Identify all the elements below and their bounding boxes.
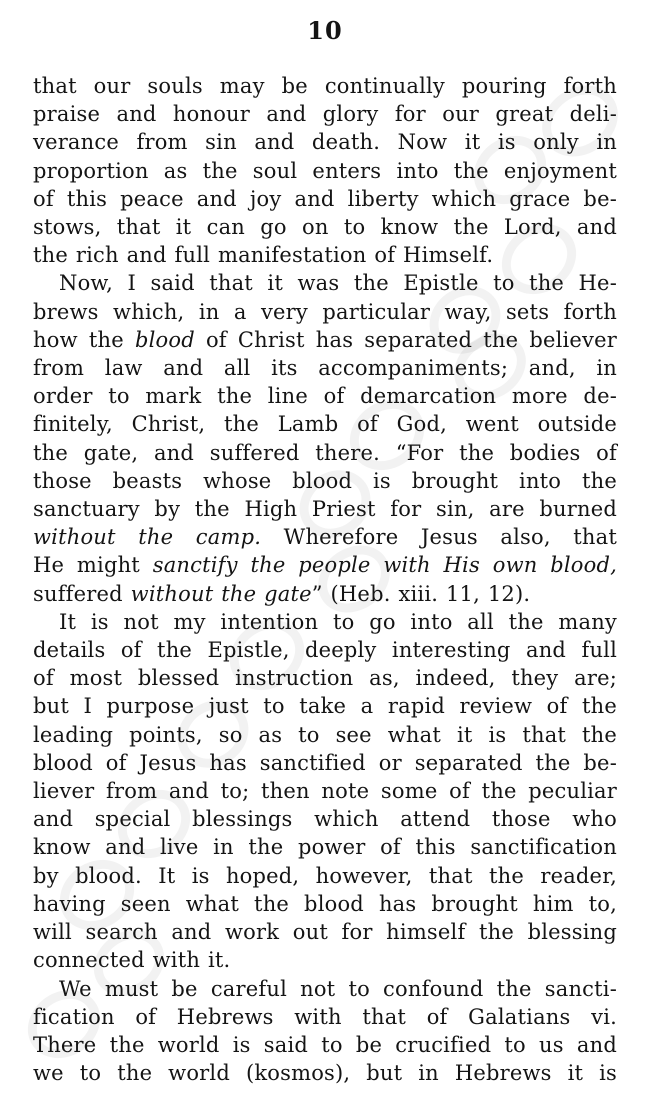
text-run: that our souls may be continually pouring forth bbox=[33, 74, 617, 98]
text-run: of most blessed instruction as, indeed, they are; bbox=[33, 666, 617, 691]
italic-run: sanctify the people with His own blood, bbox=[152, 553, 618, 578]
text-run: having seen what the blood has brought him to, bbox=[33, 891, 617, 916]
text-line bbox=[33, 551, 617, 579]
text-run: He might bbox=[33, 553, 153, 578]
text-line bbox=[33, 636, 617, 664]
text-line bbox=[33, 975, 617, 1003]
text-run: verance from sin and death. Now it is only in bbox=[33, 130, 617, 155]
text-run: but I purpose just to take a rapid review of the bbox=[33, 694, 617, 719]
text-line bbox=[33, 862, 617, 890]
text-line bbox=[33, 749, 617, 777]
text-run: of this peace and joy and liberty which grace be- bbox=[33, 186, 617, 211]
text-run: sanctuary by the High Priest for sin, are burned bbox=[33, 497, 617, 522]
text-line bbox=[33, 833, 617, 861]
text-run: how the bbox=[33, 327, 135, 352]
paragraph bbox=[33, 269, 617, 607]
italic-run: without the gate bbox=[130, 581, 312, 606]
text-run: proportion as the soul enters into the enjoyment bbox=[33, 158, 617, 183]
text-line bbox=[33, 890, 617, 918]
text-run: from law and all its accompaniments; and, in bbox=[33, 356, 617, 381]
paragraph bbox=[33, 608, 617, 975]
text-run: brews which, in a very particular way, sets forth bbox=[33, 299, 617, 324]
text-line bbox=[33, 326, 617, 354]
text-run: leading points, so as to see what it is that the bbox=[33, 722, 617, 747]
text-run: we to the world (kosmos), but in Hebrews it is bbox=[33, 1061, 617, 1086]
text-line bbox=[33, 721, 617, 749]
text-line bbox=[33, 298, 617, 326]
text-run: Now, I said that it was the Epistle to the He- bbox=[59, 271, 617, 296]
text-line bbox=[33, 128, 617, 156]
text-run: We must be careful not to confound the sancti- bbox=[59, 976, 617, 1001]
text-run: blood of Jesus has sanctified or separated the be- bbox=[33, 750, 617, 775]
text-line bbox=[33, 608, 617, 636]
text-run: Wherefore Jesus also, that bbox=[261, 525, 617, 550]
text-line bbox=[33, 777, 617, 805]
text-run: by blood. It is hoped, however, that the reader, bbox=[33, 863, 617, 888]
text-line bbox=[33, 664, 617, 692]
page-number: 10 bbox=[307, 16, 343, 45]
text-run: fication of Hebrews with that of Galatians vi. bbox=[33, 1004, 617, 1029]
paragraph bbox=[33, 975, 617, 1088]
text-line bbox=[33, 523, 617, 551]
text-run: stows, that it can go on to know the Lord, and bbox=[33, 215, 617, 240]
italic-run: blood bbox=[134, 327, 195, 352]
text-line bbox=[33, 1059, 617, 1087]
text-line bbox=[33, 157, 617, 185]
text-line bbox=[33, 467, 617, 495]
text-run: those beasts whose blood is brought into the bbox=[33, 468, 617, 493]
paragraph bbox=[33, 72, 617, 269]
text-line bbox=[33, 495, 617, 523]
text-run: connected with it. bbox=[33, 948, 231, 973]
text-line bbox=[33, 1003, 617, 1031]
text-line bbox=[33, 946, 617, 974]
text-run: know and live in the power of this sanctification bbox=[33, 835, 617, 860]
text-run: It is not my intention to go into all the many bbox=[59, 609, 617, 634]
text-line bbox=[33, 439, 617, 467]
text-run: praise and honour and glory for our great deli- bbox=[33, 102, 617, 127]
text-line bbox=[33, 354, 617, 382]
text-line bbox=[33, 72, 617, 100]
text-line bbox=[33, 213, 617, 241]
text-run: details of the Epistle, deeply interesting and full bbox=[33, 638, 617, 663]
text-run: the rich and full manifestation of Himself. bbox=[33, 243, 494, 268]
text-run: There the world is said to be crucified to us and bbox=[33, 1032, 617, 1057]
text-run: and special blessings which attend those who bbox=[33, 807, 617, 832]
text-line bbox=[33, 100, 617, 128]
text-run: finitely, Christ, the Lamb of God, went outside bbox=[33, 412, 617, 437]
text-block bbox=[33, 72, 617, 1087]
text-line bbox=[33, 410, 617, 438]
text-run: order to mark the line of demarcation more de- bbox=[33, 384, 617, 409]
text-line bbox=[33, 580, 617, 608]
text-run: of Christ has separated the believer bbox=[194, 327, 617, 352]
text-line bbox=[33, 918, 617, 946]
text-line bbox=[33, 382, 617, 410]
text-line bbox=[33, 269, 617, 297]
text-run: suffered bbox=[33, 581, 131, 606]
italic-run: without the camp. bbox=[33, 525, 262, 550]
text-run: ” (Heb. xiii. 11, 12). bbox=[311, 581, 531, 606]
text-run: the gate, and suffered there. “For the bodies of bbox=[33, 440, 617, 465]
text-line bbox=[33, 1031, 617, 1059]
text-run: will search and work out for himself the blessing bbox=[33, 920, 617, 945]
text-line bbox=[33, 241, 617, 269]
text-line bbox=[33, 692, 617, 720]
text-line bbox=[33, 185, 617, 213]
text-run: liever from and to; then note some of the peculiar bbox=[33, 779, 617, 804]
text-line bbox=[33, 805, 617, 833]
